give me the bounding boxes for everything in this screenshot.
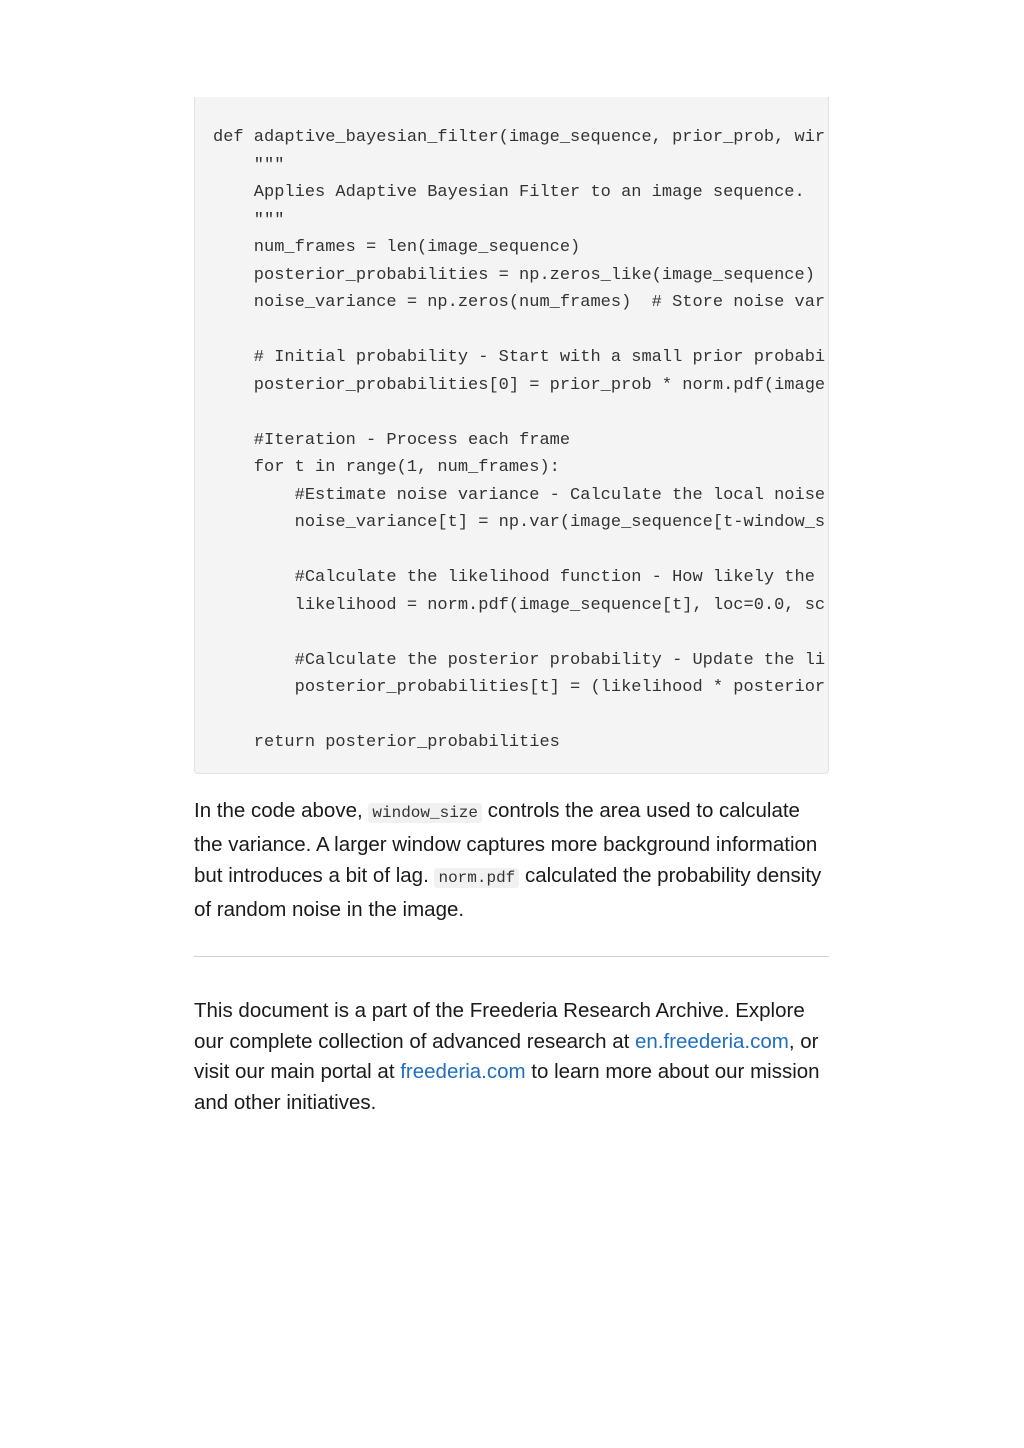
inline-code-norm-pdf: norm.pdf <box>434 868 519 888</box>
en-freederia-link[interactable]: en.freederia.com <box>635 1029 789 1053</box>
code-line: # Initial probability - Start with a small prior probabi <box>213 348 826 367</box>
code-line: likelihood = norm.pdf(image_sequence[t], loc=0.0, sc <box>213 595 826 615</box>
code-line: """ <box>213 210 285 230</box>
code-line: Applies Adaptive Bayesian Filter to an image sequence. <box>213 183 805 202</box>
code-line: num_frames = len(image_sequence) <box>213 238 581 257</box>
section-divider <box>194 956 829 957</box>
code-line <box>213 537 825 565</box>
explanation-text: In the code above, <box>194 799 369 822</box>
code-line: def adaptive_bayesian_filter(image_sequence, prior_prob, wir <box>213 128 826 147</box>
code-line: #Calculate the posterior probability - Update the li <box>213 650 826 670</box>
code-explanation-paragraph <box>194 795 834 925</box>
code-line: posterior_probabilities[t] = (likelihood * posterior <box>213 678 826 697</box>
code-line: #Calculate the likelihood function - How likely the <box>213 568 815 587</box>
code-line: posterior_probabilities[0] = prior_prob * norm.pdf(image <box>213 375 826 395</box>
explanation-text: calculated the probability density of random noise in the image. <box>194 864 822 921</box>
code-line <box>213 317 825 345</box>
code-line <box>213 619 825 647</box>
explanation-text: controls the area used to calculate the variance. A larger window captures more background information but introduces a bit of lag. <box>194 799 818 887</box>
footer-text: , or visit our main portal at <box>194 1029 819 1083</box>
code-line: noise_variance = np.zeros(num_frames) # Store noise var <box>213 293 826 312</box>
code-line: #Iteration - Process each frame <box>213 430 571 450</box>
code-line: posterior_probabilities = np.zeros_like(image_sequence) <box>213 265 815 285</box>
code-content <box>213 124 825 757</box>
code-block <box>194 97 829 774</box>
code-line: """ <box>213 155 285 175</box>
freederia-link[interactable]: freederia.com <box>400 1060 526 1083</box>
code-line: for t in range(1, num_frames): <box>213 458 560 477</box>
footer-text: to learn more about our mission and other initiatives. <box>194 1060 820 1114</box>
inline-code-window-size: window_size <box>368 803 482 823</box>
code-line: noise_variance[t] = np.var(image_sequence[t-window_s <box>213 513 826 532</box>
code-line <box>213 702 825 730</box>
archive-footer-paragraph <box>194 996 834 1118</box>
footer-text: This document is a part of the Freederia Research Archive. Explore our complete collection of advanced research at <box>194 999 805 1053</box>
code-line: #Estimate noise variance - Calculate the local noise <box>213 485 826 505</box>
code-line <box>213 399 825 427</box>
code-line: return posterior_probabilities <box>213 733 560 752</box>
